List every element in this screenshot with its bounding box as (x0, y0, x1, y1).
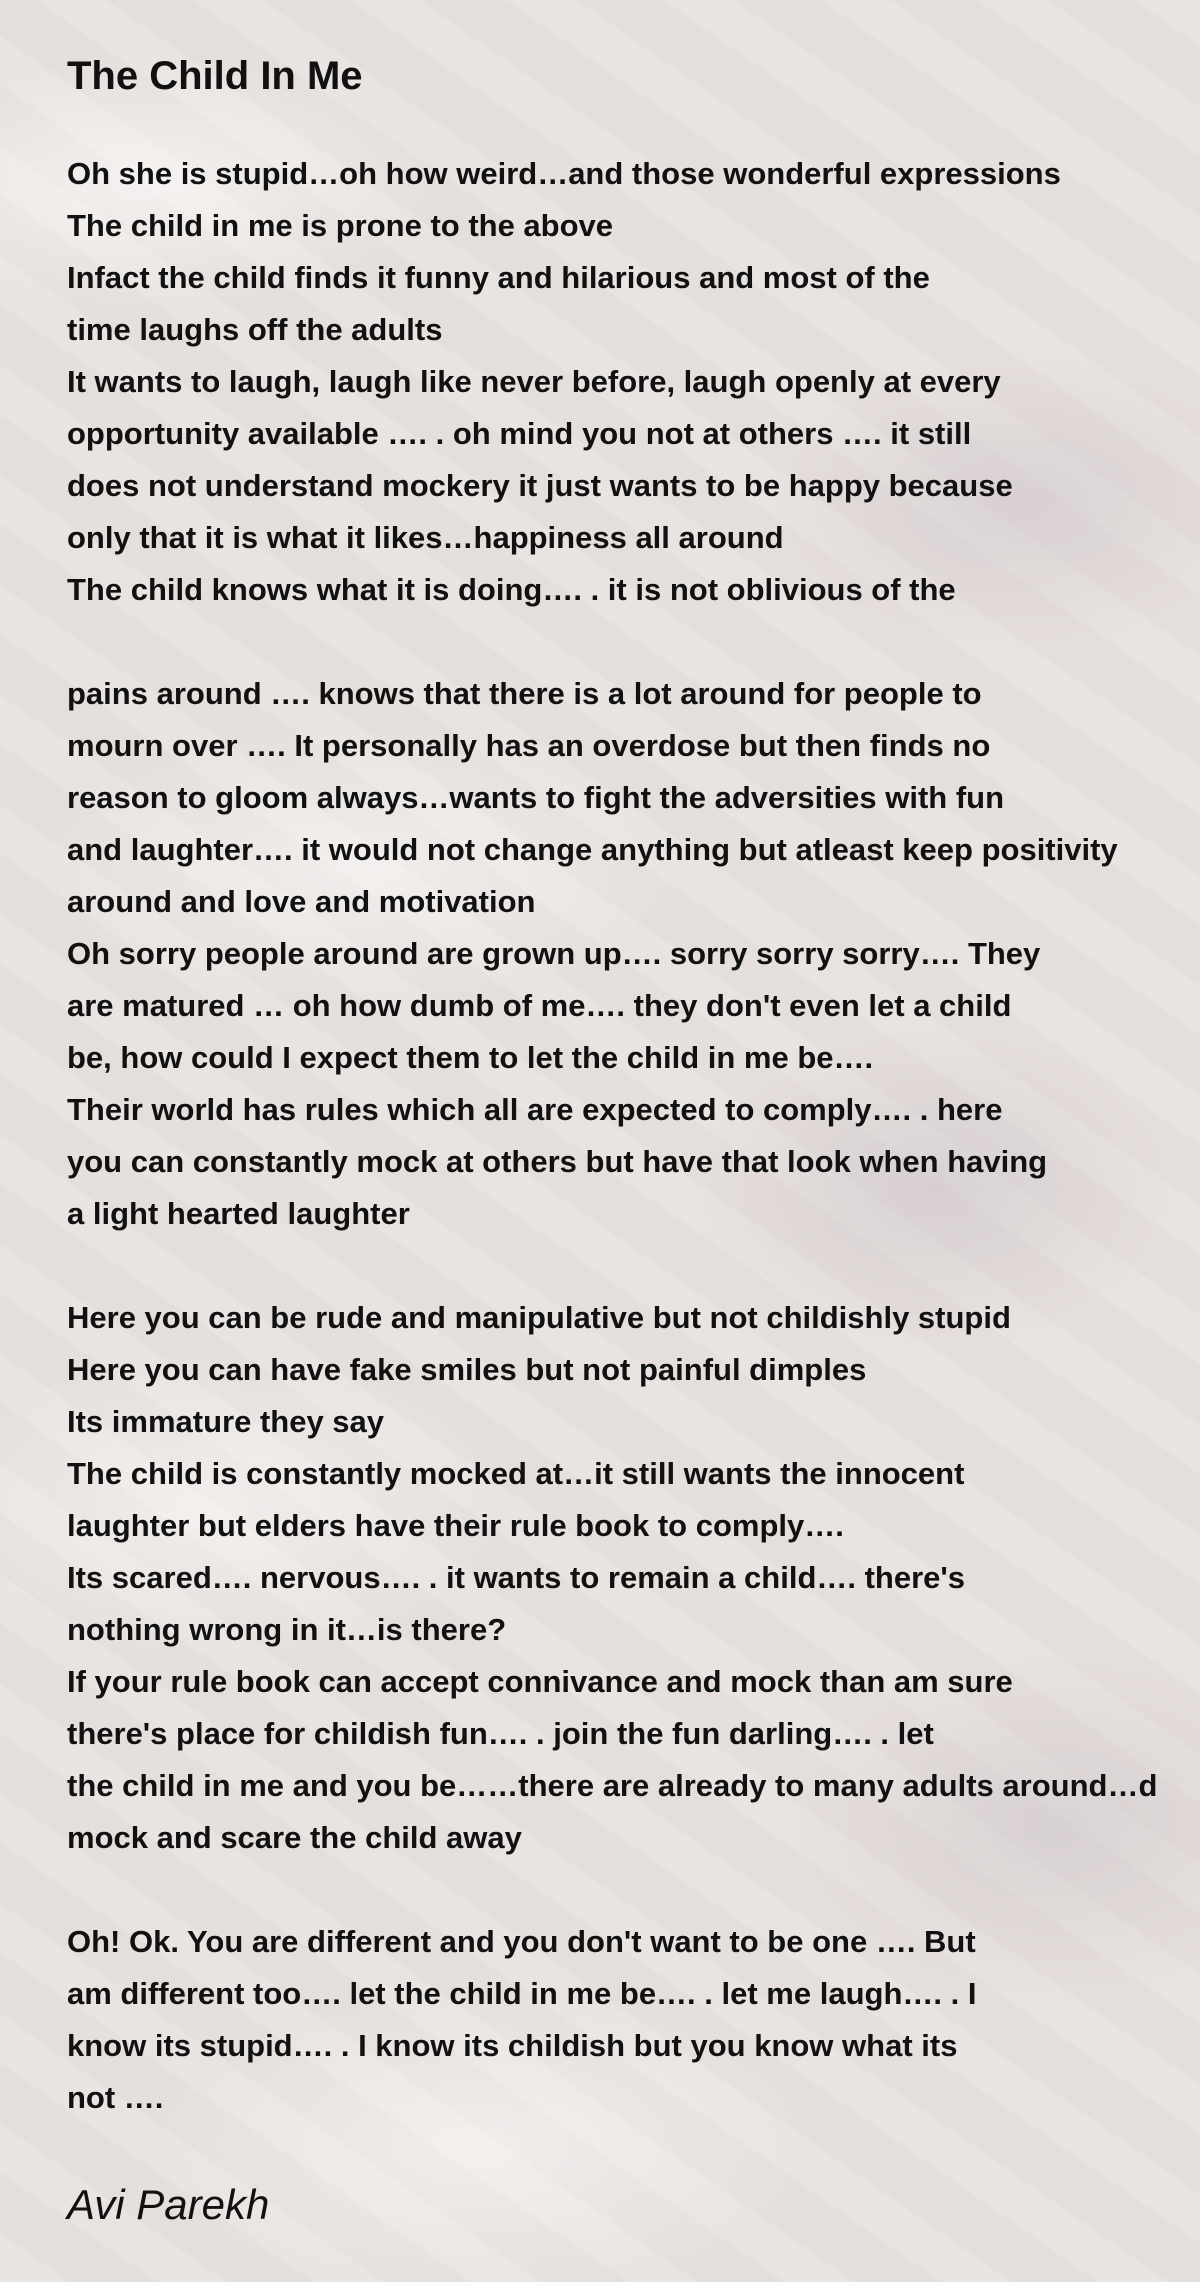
poem-line: does not understand mockery it just wants to be happy because (67, 468, 1013, 503)
poem-line: not …. (67, 2080, 164, 2115)
poem-line: around and love and motivation (67, 884, 536, 919)
poem-line: The child knows what it is doing…. . it is not oblivious of the (67, 572, 956, 607)
poem-line: laughter but elders have their rule book to comply…. (67, 1508, 844, 1543)
poem-line: The child in me is prone to the above (67, 208, 614, 243)
poem-line: opportunity available …. . oh mind you not at others …. it still (67, 416, 972, 451)
poem-line: are matured … oh how dumb of me…. they don't even let a child (67, 988, 1012, 1023)
poem-line: Its scared…. nervous…. . it wants to remain a child…. there's (67, 1560, 966, 1595)
poem-title: The Child In Me (67, 54, 363, 98)
poem-line: Oh she is stupid…oh how weird…and those wonderful expressions (67, 156, 1061, 191)
poem-line: Their world has rules which all are expected to comply…. . here (67, 1092, 1003, 1127)
poem-line: Oh sorry people around are grown up…. sorry sorry sorry…. They (67, 936, 1041, 971)
poem-author: Avi Parekh (67, 2181, 270, 2228)
poem-line: reason to gloom always…wants to fight the adversities with fun (67, 780, 1005, 815)
poem-line: am different too…. let the child in me be…. . let me laugh…. . I (67, 1976, 977, 2011)
poem-line: the child in me and you be……there are already to many adults around…d (67, 1768, 1158, 1803)
poem-stanza (67, 1916, 1200, 2124)
poem-line: be, how could I expect them to let the child in me be…. (67, 1040, 874, 1075)
poem-stanza (67, 668, 1200, 1240)
poem-line: a light hearted laughter (67, 1196, 410, 1231)
poem-line: If your rule book can accept connivance and mock than am sure (67, 1664, 1013, 1699)
poem-line: you can constantly mock at others but have that look when having (67, 1144, 1048, 1179)
poem-line: The child is constantly mocked at…it still wants the innocent (67, 1456, 965, 1491)
poem-line: time laughs off the adults (67, 312, 443, 347)
poem-line: mourn over …. It personally has an overdose but then finds no (67, 728, 991, 763)
poem-line: nothing wrong in it…is there? (67, 1612, 507, 1647)
poem-stanza (67, 148, 1200, 616)
poem-line: Here you can have fake smiles but not painful dimples (67, 1352, 867, 1387)
poem-body (67, 148, 1200, 2124)
poem-stanza (67, 1292, 1200, 1864)
poem-line: Its immature they say (67, 1404, 385, 1439)
poem-line: Oh! Ok. You are different and you don't want to be one …. But (67, 1924, 976, 1959)
poem-line: It wants to laugh, laugh like never before, laugh openly at every (67, 364, 1001, 399)
poem-line: know its stupid…. . I know its childish but you know what its (67, 2028, 958, 2063)
poem-line: pains around …. knows that there is a lot around for people to (67, 676, 982, 711)
poem-line: mock and scare the child away (67, 1820, 522, 1855)
poem-line: only that it is what it likes…happiness all around (67, 520, 784, 555)
poem-line: Infact the child finds it funny and hilarious and most of the (67, 260, 930, 295)
poem-line: Here you can be rude and manipulative but not childishly stupid (67, 1300, 1011, 1335)
poem-line: there's place for childish fun…. . join the fun darling…. . let (67, 1716, 934, 1751)
poem-line: and laughter…. it would not change anything but atleast keep positivity (67, 832, 1118, 867)
